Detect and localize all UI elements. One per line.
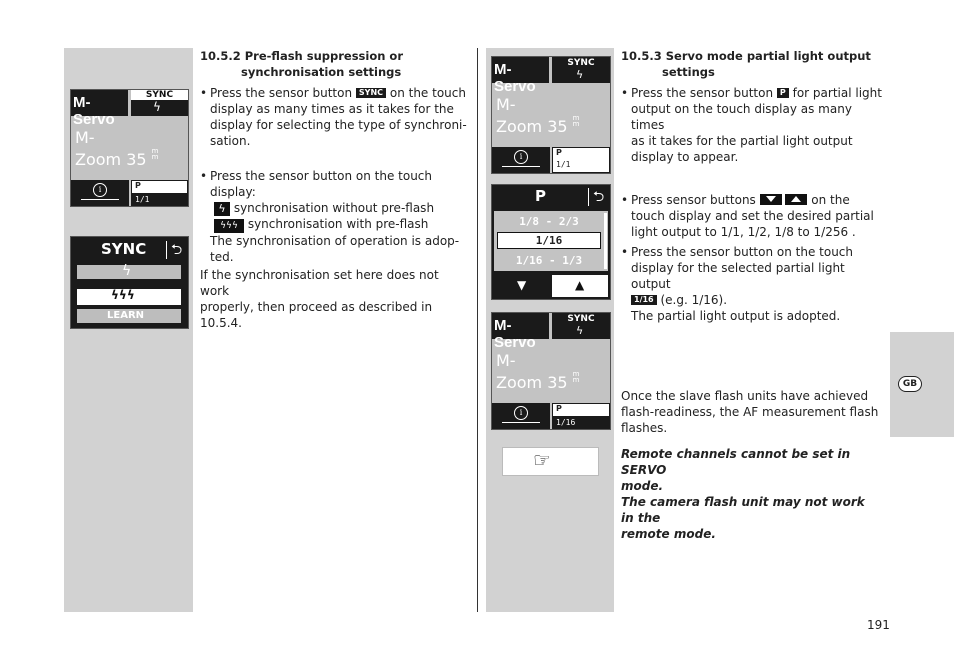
sync-button[interactable] (131, 90, 188, 116)
text: sation. (210, 134, 251, 148)
mservo-title: M-Servo (494, 317, 536, 351)
back-arrow-icon: ⮌ (593, 189, 605, 205)
sync-button[interactable] (552, 313, 610, 339)
text: flashes. (621, 421, 668, 435)
text: Press the sensor button (210, 86, 353, 100)
p-label: P (556, 404, 562, 413)
triangle-down-icon: ▼ (517, 278, 527, 292)
text: • Press the sensor button on the touch (210, 169, 433, 183)
unit-m-2: m (151, 153, 159, 161)
p-value: 1/1 (131, 193, 188, 206)
partial-light-button[interactable] (131, 180, 188, 206)
sync-menu-title: SYNC (101, 240, 147, 258)
paragraph-slave-flash (621, 388, 881, 436)
text: Press the sensor button (631, 86, 774, 100)
info-icon: i (93, 183, 107, 197)
p-label: P (135, 181, 141, 190)
text: synchronisation with pre-flash (247, 217, 429, 231)
text: light output to 1/1, 1/2, 1/8 to 1/256 . (631, 225, 856, 239)
mservo-title: M-Servo (494, 61, 536, 95)
partial-light-button[interactable] (552, 147, 610, 173)
p-menu-title: P (535, 187, 546, 205)
sync-menu-screen (70, 236, 189, 329)
info-underline (81, 199, 119, 200)
zoom-value: Zoom 35 (496, 373, 568, 392)
zoom-value: Zoom 35 (496, 117, 568, 136)
text: display: (210, 185, 256, 199)
text: If the synchronisation set here does not work (200, 268, 439, 298)
p-badge: P (777, 88, 789, 98)
value-list (494, 211, 608, 271)
text: synchronisation without pre-flash (233, 201, 435, 215)
info-button[interactable] (492, 147, 550, 173)
zoom-value: Zoom 35 (75, 150, 147, 169)
text: remote mode. (621, 527, 716, 541)
arrow-up-icon (785, 194, 807, 205)
p-value: 1/1 (556, 160, 571, 169)
text: flash-readiness, the AF measurement flash (621, 405, 879, 419)
section-heading-10-5-3 (621, 48, 871, 80)
learn-button[interactable] (77, 309, 181, 323)
text: display for selecting the type of synchroni- (210, 118, 467, 132)
mservo-screen-2 (491, 56, 611, 174)
unit-m-1: m (572, 114, 580, 122)
text: display for the selected partial light output (631, 261, 845, 291)
info-button[interactable] (71, 180, 129, 206)
flash-icon-badge: ϟ (214, 202, 230, 216)
value-badge: 1/16 (631, 295, 657, 305)
mservo-title-bar (492, 57, 549, 95)
zoom-mode: M- (496, 351, 516, 370)
p-cell (131, 180, 188, 194)
info-underline (502, 422, 540, 423)
zoom-mode: M- (75, 128, 95, 147)
unit-m-2: m (572, 376, 580, 384)
text: Press sensor buttons (631, 193, 756, 207)
partial-light-button[interactable] (552, 403, 610, 429)
bullet-press-sensor (210, 168, 470, 265)
flash-icon: ϟ (153, 100, 161, 114)
info-icon: i (514, 150, 528, 164)
info-button[interactable] (492, 403, 550, 429)
back-button[interactable] (588, 188, 609, 206)
mservo-screen-3 (491, 312, 611, 430)
back-button[interactable] (166, 241, 187, 259)
up-button[interactable] (552, 275, 608, 297)
text: The synchronisation of operation is adop- (210, 234, 460, 248)
text: on the (811, 193, 850, 207)
back-arrow-icon: ⮌ (171, 242, 183, 258)
partial-light-menu-screen (491, 184, 611, 300)
heading-line: 10.5.3 Servo mode partial light output (621, 49, 871, 63)
text: Once the slave flash units have achieved (621, 389, 869, 403)
p-value: 1/16 (552, 416, 610, 429)
sync-label: SYNC (567, 58, 595, 68)
bullet-press-p (631, 85, 886, 165)
preflash-icon-badge: ϟϟϟ (214, 219, 244, 233)
text: touch display and set the desired partial (631, 209, 874, 223)
down-button[interactable] (494, 275, 550, 297)
sync-label: SYNC (567, 314, 595, 324)
text: • Press the sensor button on the touch (631, 245, 854, 259)
text: mode. (621, 479, 664, 493)
preflash-icon: ϟϟϟ (111, 288, 135, 302)
text: on the touch (389, 86, 466, 100)
text: display as many times as it takes for the (210, 102, 454, 116)
unit-m-1: m (151, 147, 159, 155)
text: display to appear. (631, 150, 739, 164)
note-box (502, 447, 599, 476)
mservo-title: M-Servo (73, 94, 115, 128)
section-heading-10-5-2 (200, 48, 403, 80)
zoom-mode: M- (496, 95, 516, 114)
bullet-press-sync (210, 85, 470, 149)
zoom-readout (496, 95, 580, 137)
zoom-readout (496, 351, 580, 393)
text: output on the touch display as many times (631, 102, 852, 132)
flash-icon: ϟ (122, 263, 132, 279)
triangle-up-icon: ▲ (575, 278, 585, 292)
list-item[interactable]: 1/16 - 1/3 (515, 254, 583, 267)
note-remote (621, 446, 881, 542)
mservo-title-bar (71, 90, 128, 128)
list-scrollbar[interactable] (604, 213, 607, 269)
sync-badge: SYNC (356, 88, 386, 98)
language-badge: GB (898, 376, 922, 392)
bullet-press-arrows (631, 192, 886, 240)
unit-m-1: m (572, 370, 580, 378)
unit-m-2: m (572, 120, 580, 128)
p-label: P (556, 148, 562, 157)
learn-label: LEARN (107, 310, 145, 321)
arrow-down-icon (760, 194, 782, 205)
list-item[interactable]: 1/8 - 2/3 (519, 215, 579, 228)
info-underline (502, 166, 540, 167)
heading-line: 10.5.2 Pre-flash suppression or (200, 49, 404, 63)
heading-line: synchronisation settings (241, 65, 402, 79)
text: ted. (210, 250, 234, 264)
text: (e.g. 1/16). (660, 293, 728, 307)
text: Remote channels cannot be set in SERVO (621, 447, 851, 477)
text: for partial light (792, 86, 882, 100)
sync-button[interactable] (552, 57, 610, 83)
pointing-hand-icon: ☞ (533, 448, 551, 472)
page-number: 191 (867, 618, 890, 632)
mservo-screen-1 (70, 89, 189, 207)
column-divider (477, 48, 478, 612)
mservo-title-bar (492, 313, 549, 351)
adopted-text: The partial light output is adopted. (631, 309, 841, 323)
paragraph-sync-fallback (200, 267, 470, 331)
bullet-press-selected (631, 244, 886, 308)
text: properly, then proceed as described in (200, 300, 433, 314)
list-item-selected[interactable]: 1/16 (497, 232, 601, 249)
text: as it takes for the partial light output (631, 134, 853, 148)
text: 10.5.4. (200, 316, 242, 330)
flash-icon: ϟ (576, 324, 584, 337)
sync-label: SYNC (131, 90, 188, 100)
p-cell (552, 403, 610, 417)
flash-icon: ϟ (576, 68, 584, 81)
info-icon: i (514, 406, 528, 420)
zoom-readout (75, 128, 159, 170)
text: The camera flash unit may not work in the (621, 495, 865, 525)
heading-line: settings (662, 65, 715, 79)
